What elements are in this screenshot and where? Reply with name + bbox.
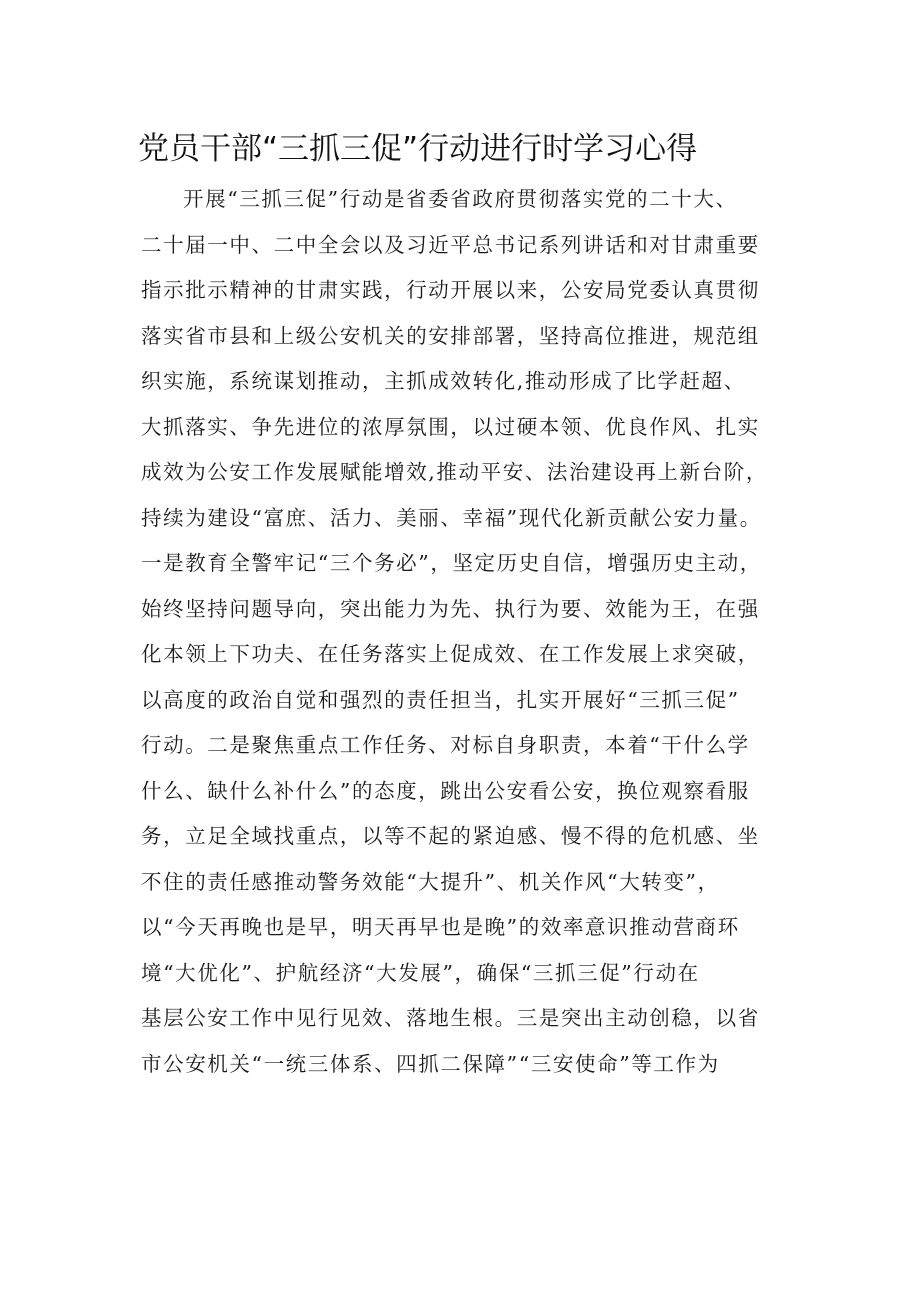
body-line: 市公安机关“一统三体系、四抓二保障”“三安使命”等工作为 (141, 1051, 720, 1076)
body-line: 指示批示精神的甘肃实践，行动开展以来，公安局党委认真贯彻 (141, 278, 760, 302)
body-line: 以“今天再晚也是早，明天再早也是晚”的效率意识推动营商环 (141, 915, 740, 939)
body-line: 始终坚持问题导向，突出能力为先、执行为要、效能为王，在强 (141, 596, 760, 621)
body-line: 不住的责任感推动警务效能“大提升”、机关作风“大转变”， (141, 869, 720, 894)
document-body (141, 177, 831, 1087)
body-line: 化本领上下功夫、在任务落实上促成效、在工作发展上求突破， (141, 642, 760, 666)
body-line: 成效为公安工作发展赋能增效,推动平安、法治建设再上新台阶， (141, 460, 768, 484)
body-line: 务，立足全域找重点，以等不起的紧迫感、慢不得的危机感、坐 (141, 824, 760, 848)
body-line: 行动。二是聚焦重点工作任务、对标自身职责，本着“干什么学 (141, 733, 750, 757)
body-line: 织实施，系统谋划推动，主抓成效转化,推动形成了比学赶超、 (141, 369, 746, 393)
body-line: 持续为建设“富庶、活力、美丽、幸福”现代化新贡献公安力量。 (141, 505, 762, 530)
body-line: 开展“三抓三促”行动是省委省政府贯彻落实党的二十大、 (183, 187, 738, 211)
body-line: 二十届一中、二中全会以及习近平总书记系列讲话和对甘肃重要 (141, 232, 760, 257)
body-line: 以高度的政治自觉和强烈的责任担当，扎实开展好“三抓三促” (141, 687, 740, 712)
body-line: 基层公安工作中见行见效、落地生根。三是突出主动创稳，以省 (141, 1006, 760, 1030)
body-line: 境“大优化”、护航经济“大发展”，确保“三抓三促”行动在 (141, 960, 700, 985)
document-title: 党员干部“三抓三促”行动进行时学习心得 (138, 131, 698, 167)
body-line: 一是教育全警牢记“三个务必”，坚定历史自信，增强历史主动， (141, 551, 762, 575)
body-line: 大抓落实、争先进位的浓厚氛围，以过硬本领、优良作风、扎实 (141, 414, 760, 439)
body-line: 什么、缺什么补什么”的态度，跳出公安看公安，换位观察看服 (141, 778, 750, 803)
body-line: 落实省市县和上级公安机关的安排部署，坚持高位推进，规范组 (141, 323, 760, 348)
